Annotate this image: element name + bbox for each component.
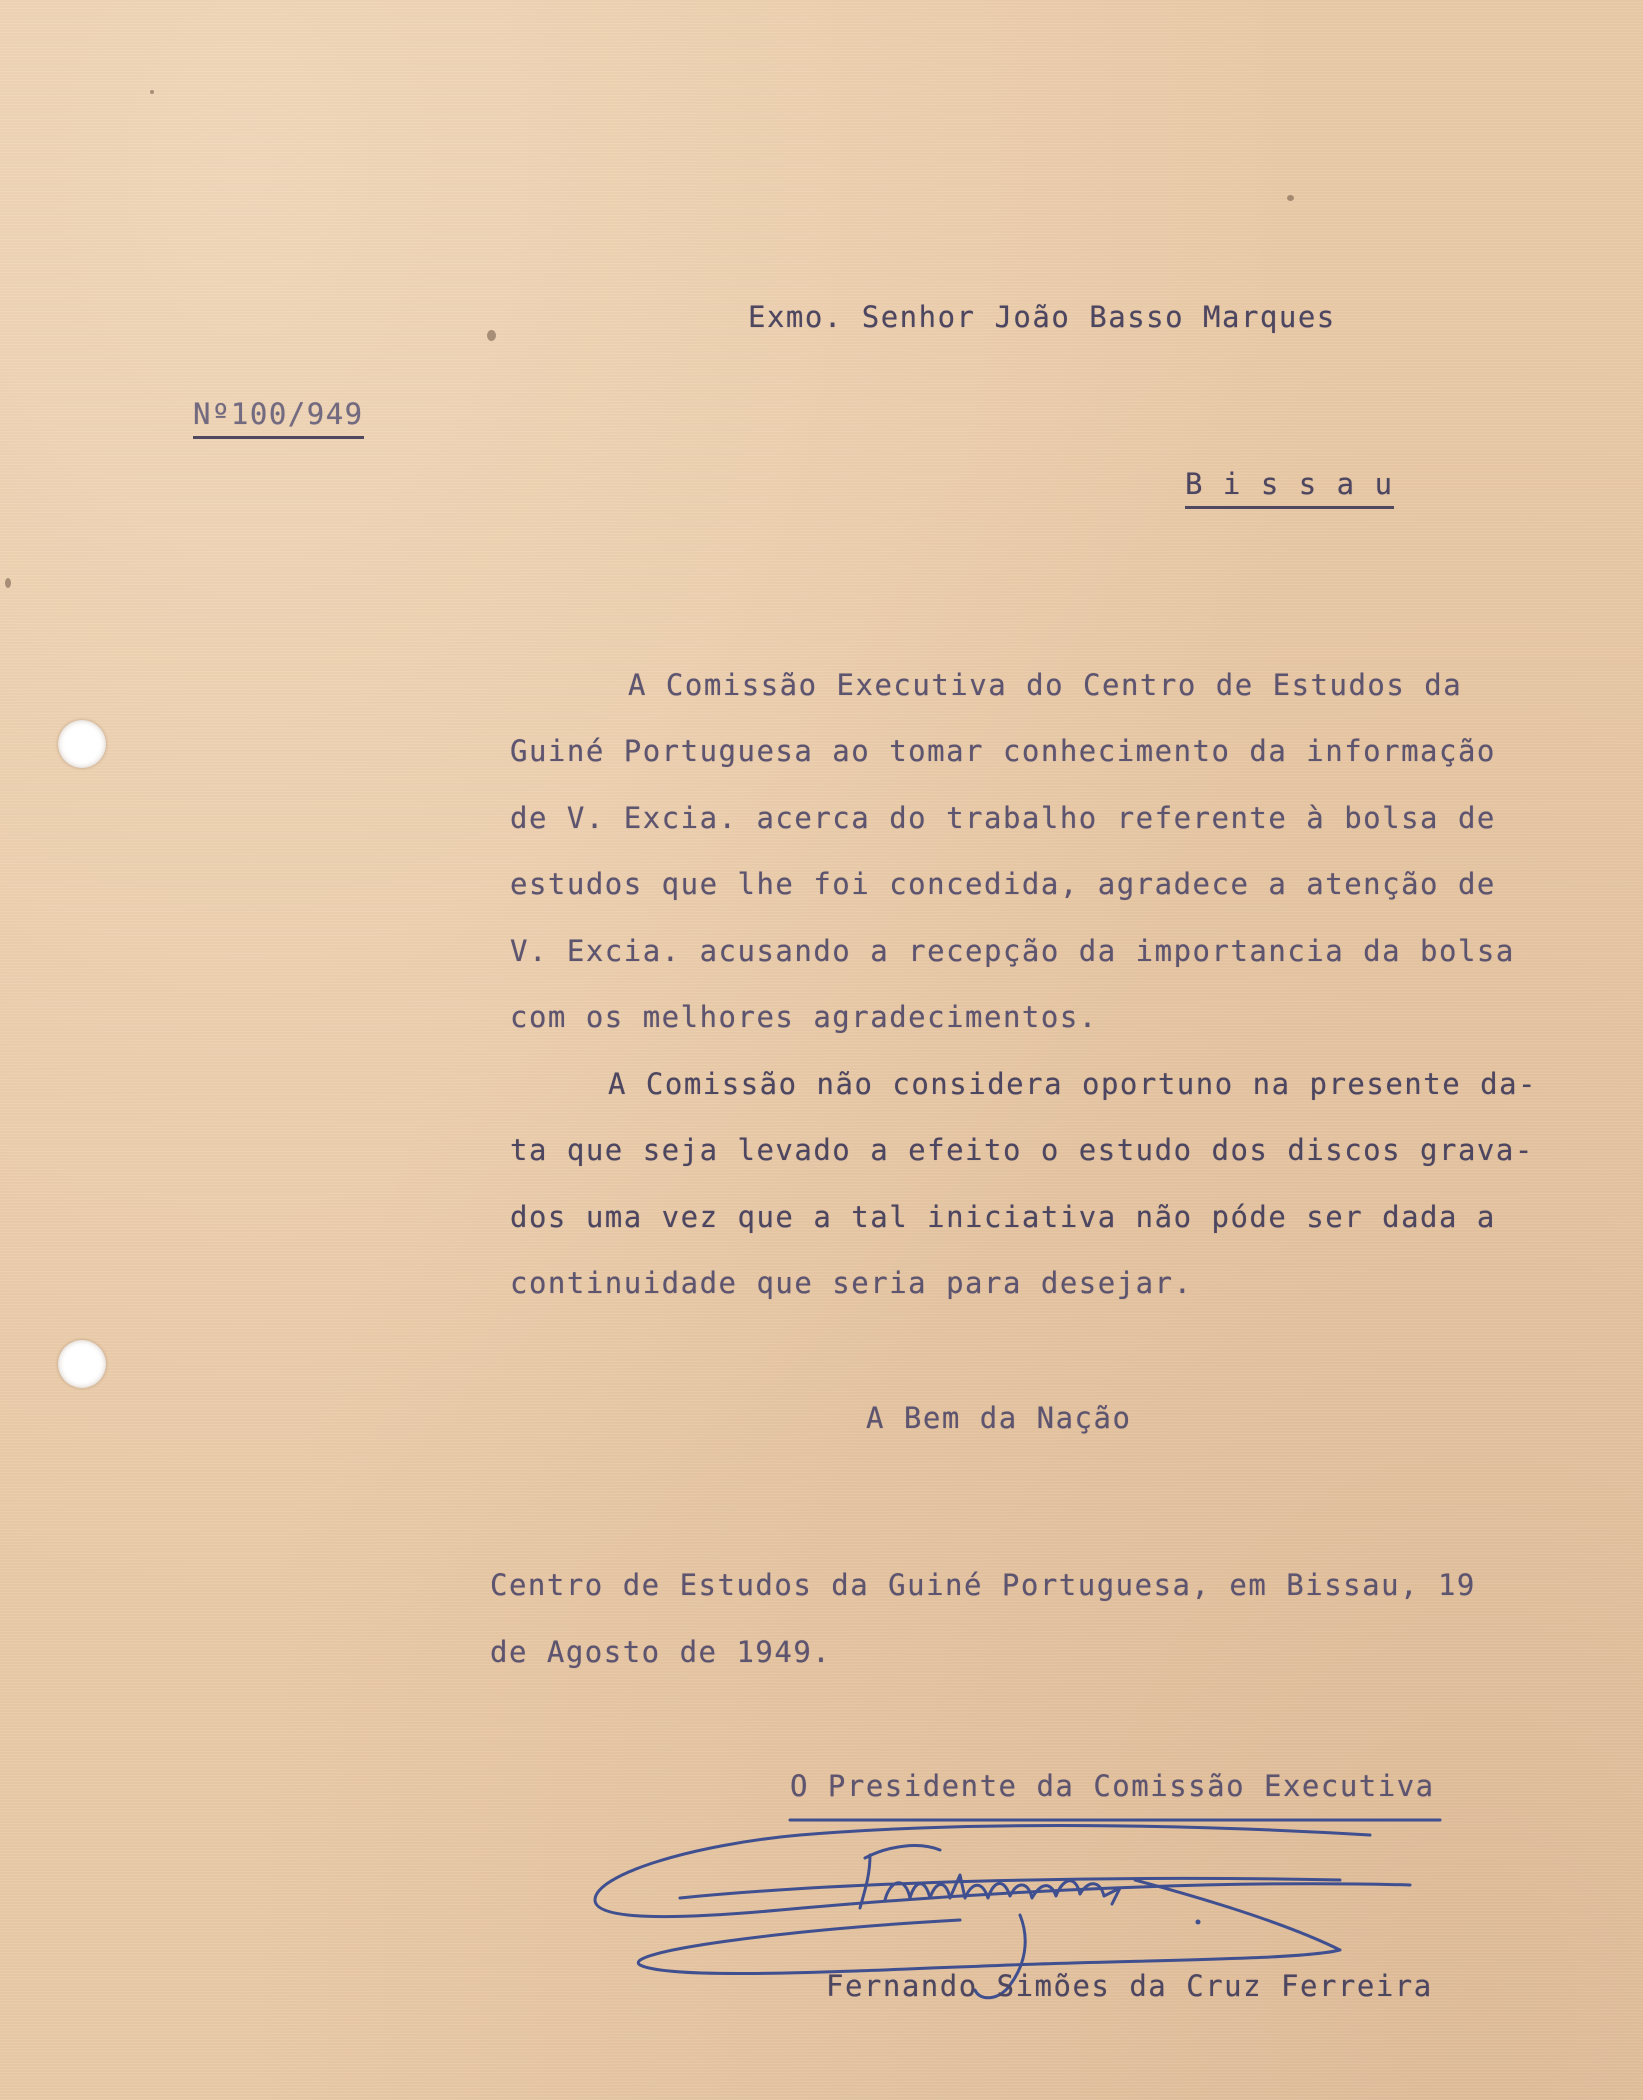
paragraph-1-line: de V. Excia. acerca do trabalho referente à bolsa de <box>510 801 1496 835</box>
punch-hole-bottom <box>58 1340 106 1388</box>
paragraph-2-line: A Comissão não considera oportuno na presente da- <box>608 1067 1538 1101</box>
paper-speck <box>150 90 154 94</box>
reference-number: Nº100/949 <box>193 394 364 439</box>
signature-dot <box>1196 1920 1201 1925</box>
salutation: A Bem da Nação <box>866 1401 1132 1435</box>
place-date-line: Centro de Estudos da Guiné Portuguesa, em Bissau, 19 <box>490 1568 1476 1602</box>
paragraph-2-line: continuidade que seria para desejar. <box>510 1266 1193 1300</box>
paragraph-1-line: estudos que lhe foi concedida, agradece a atenção de <box>510 867 1496 901</box>
signatory-title: O Presidente da Comissão Executiva <box>790 1769 1435 1803</box>
paragraph-2-line: ta que seja levado a efeito o estudo dos discos grava- <box>510 1133 1534 1167</box>
paper-speck <box>5 578 11 588</box>
paragraph-1-line: A Comissão Executiva do Centro de Estudos da <box>628 668 1463 702</box>
place-date-line: de Agosto de 1949. <box>490 1635 832 1669</box>
signature-stroke <box>595 1826 1410 1917</box>
paragraph-1-line: com os melhores agradecimentos. <box>510 1000 1098 1034</box>
city: B i s s a u <box>1185 464 1394 509</box>
paragraph-1-line: V. Excia. acusando a recepção da importancia da bolsa <box>510 934 1515 968</box>
paper-speck <box>1287 195 1294 201</box>
paper-speck <box>487 330 496 341</box>
signatory-name: Fernando Simões da Cruz Ferreira <box>826 1969 1433 2003</box>
punch-hole-top <box>58 720 106 768</box>
paragraph-2-line: dos uma vez que a tal iniciativa não póde ser dada a <box>510 1200 1496 1234</box>
paragraph-1-line: Guiné Portuguesa ao tomar conhecimento da informação <box>510 734 1496 768</box>
addressee: Exmo. Senhor João Basso Marques <box>748 300 1336 334</box>
